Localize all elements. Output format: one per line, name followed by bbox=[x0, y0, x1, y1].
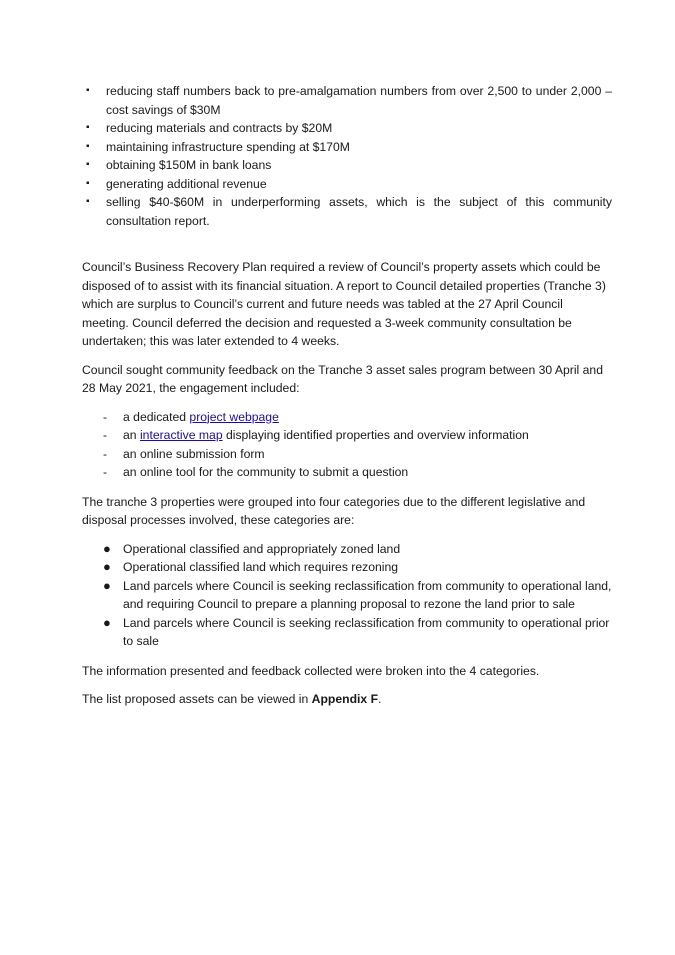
project-webpage-link[interactable]: project webpage bbox=[189, 409, 279, 424]
square-bullet-icon: ▪ bbox=[86, 140, 90, 152]
square-bullet-icon: ▪ bbox=[86, 177, 90, 189]
square-bullet-icon: ▪ bbox=[86, 122, 90, 133]
dash-bullet-icon: - bbox=[103, 465, 108, 479]
list-item: ● Operational classified and appropriately zoned land bbox=[82, 540, 612, 559]
dash-bullet-icon: - bbox=[103, 409, 108, 424]
list-item: - an online submission form bbox=[82, 445, 612, 464]
round-bullet-icon: ● bbox=[103, 540, 111, 556]
square-bullet-icon: ▪ bbox=[86, 85, 90, 96]
list-item: - an interactive map displaying identified properties and overview information bbox=[82, 426, 612, 445]
recovery-plan-paragraph: Council’s Business Recovery Plan required a review of Council’s property assets which could be disposed of to assist with its financial situation. A report to Council detailed properties (Tranche 3) which are surplus to Council’s current and future needs was tabled at the 27 April Council meeting. Council deferred the decision and requested a 3-week community consultation be undertaken; this was later extended to 4 weeks. bbox=[82, 260, 606, 348]
info-paragraph: The information presented and feedback collected were broken into the 4 categories. bbox=[82, 663, 540, 678]
document-body bbox=[82, 82, 612, 709]
list-item: ▪ reducing staff numbers back to pre-amalgamation numbers from over 2,500 to under 2,000 – cost savings of $30M bbox=[86, 84, 612, 117]
square-bullet-icon: ▪ bbox=[86, 159, 90, 170]
list-item: ▪ obtaining $150M in bank loans bbox=[82, 156, 612, 175]
categories-list bbox=[82, 540, 612, 651]
dash-bullet-icon: - bbox=[103, 446, 108, 461]
list-item: ● Land parcels where Council is seeking reclassification from community to operational prior to sale bbox=[103, 614, 610, 648]
list-item: ▪ maintaining infrastructure spending at $170M bbox=[82, 138, 612, 157]
feedback-paragraph: Council sought community feedback on the Tranche 3 asset sales program between 30 April and 28 May 2021, the engagement included: bbox=[82, 362, 603, 395]
appendix-paragraph: The list proposed assets can be viewed in Appendix F. bbox=[82, 692, 382, 706]
square-bullet-icon: ▪ bbox=[86, 196, 90, 207]
categories-paragraph: The tranche 3 properties were grouped into four categories due to the different legislative and disposal processes involved, these categories are: bbox=[82, 494, 586, 527]
list-item: ▪ reducing materials and contracts by $20M bbox=[82, 119, 612, 138]
cost-measures-list bbox=[82, 82, 612, 230]
interactive-map-link[interactable]: interactive map bbox=[139, 428, 223, 442]
round-bullet-icon: ● bbox=[103, 577, 111, 593]
list-item: ● Land parcels where Council is seeking reclassification from community to operational land, and requiring Council to prepare a planning proposal to rezone the land prior to sale bbox=[103, 577, 612, 611]
dash-bullet-icon: - bbox=[103, 428, 108, 442]
engagement-list bbox=[82, 408, 612, 482]
list-item: - an online tool for the community to submit a question bbox=[82, 463, 612, 482]
list-item: ▪ generating additional revenue bbox=[82, 175, 612, 194]
round-bullet-icon: ● bbox=[103, 559, 111, 574]
list-item: - a dedicated project webpage bbox=[82, 408, 612, 427]
round-bullet-icon: ● bbox=[103, 614, 111, 630]
list-item: ▪ selling $40-$60M in underperforming assets, which is the subject of this community consultation report. bbox=[86, 195, 612, 228]
list-item: ● Operational classified land which requires rezoning bbox=[82, 558, 612, 577]
appendix-reference: Appendix F bbox=[311, 692, 379, 706]
